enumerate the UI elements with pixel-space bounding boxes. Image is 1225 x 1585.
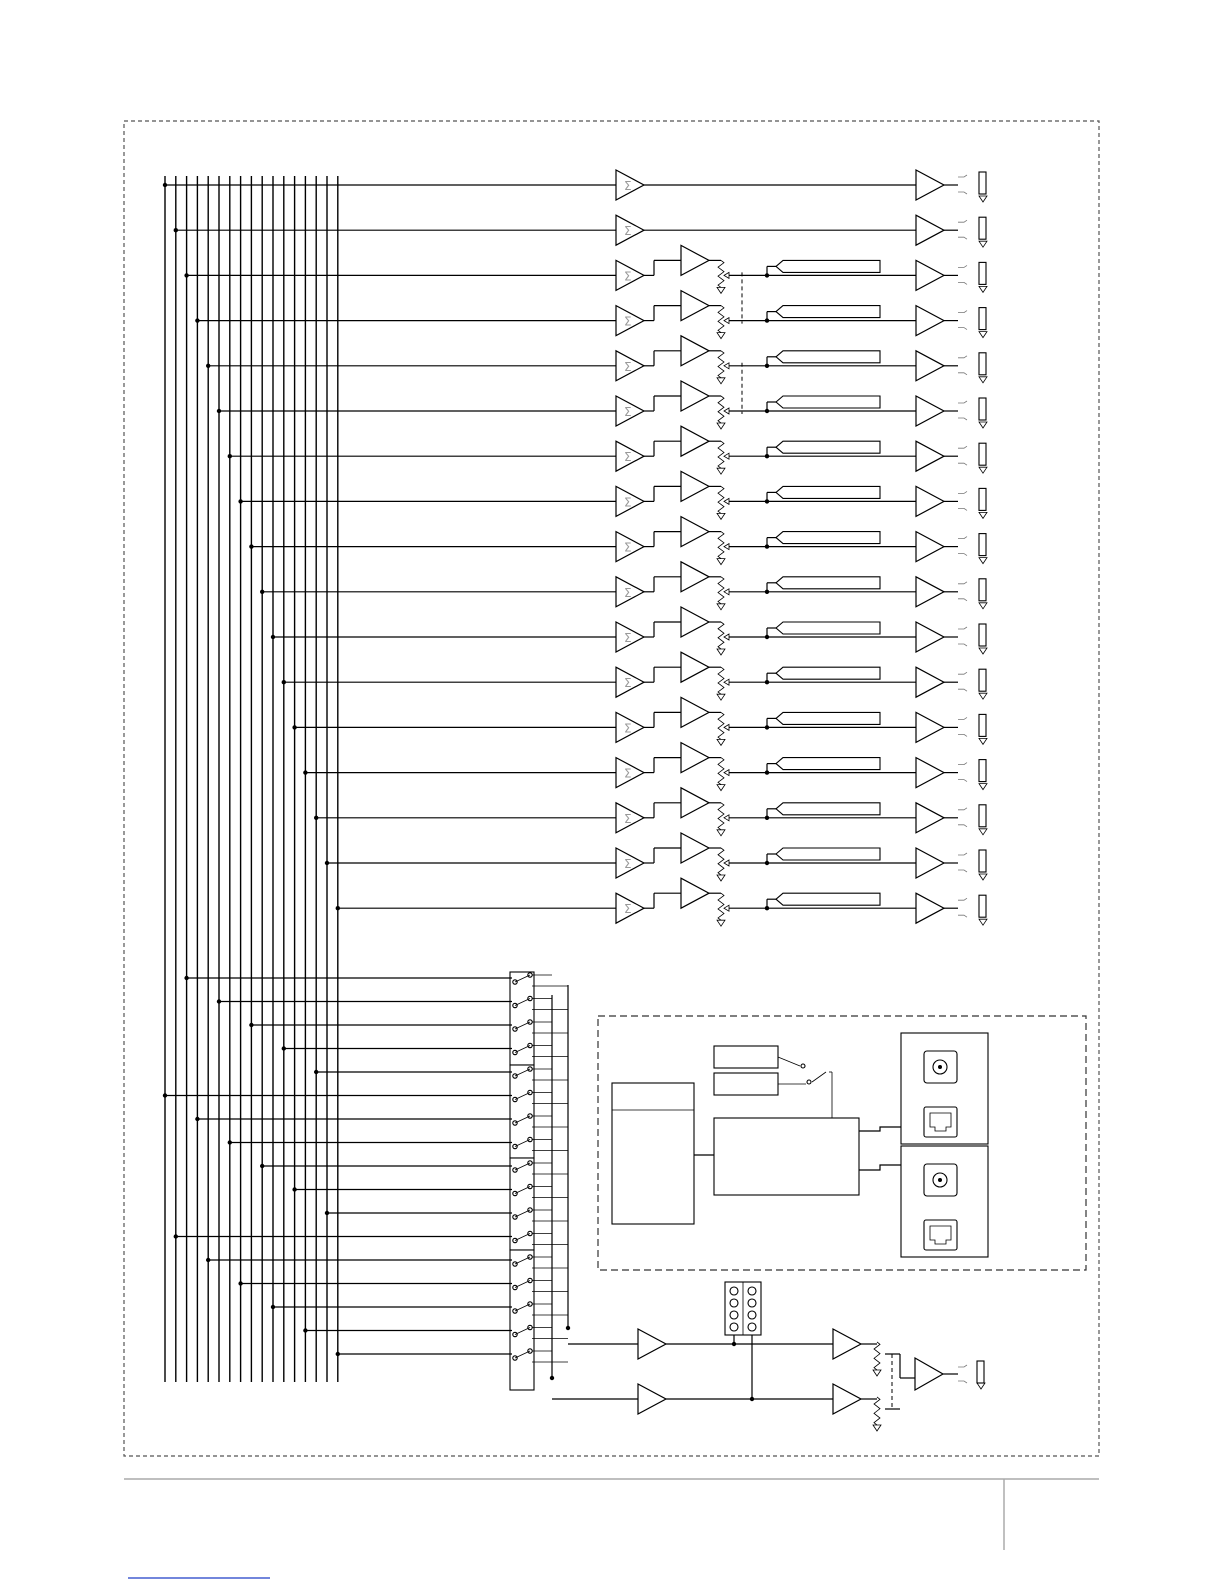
bus-tap-dot	[206, 364, 210, 368]
summing-symbol: Σ	[624, 857, 632, 871]
summing-symbol: Σ	[624, 631, 632, 645]
summing-symbol: Σ	[624, 585, 632, 600]
output-symbol	[958, 220, 967, 239]
ground-icon	[979, 603, 987, 609]
monitor-amp-a-icon	[638, 1329, 666, 1359]
bus-tap-dot	[174, 228, 178, 232]
gain-amp-icon	[681, 607, 709, 637]
gain-amp-icon	[681, 697, 709, 727]
bnc-pin-icon	[938, 1178, 942, 1182]
output-channel-group	[163, 170, 987, 926]
gain-amp-icon	[681, 562, 709, 592]
channel-label-tag	[776, 306, 880, 318]
potentiometer-icon	[874, 1397, 880, 1425]
output-driver-icon	[916, 215, 944, 245]
output-driver-icon	[916, 577, 944, 607]
potentiometer-icon	[718, 712, 724, 739]
output-driver-icon	[916, 758, 944, 788]
channel-label-tag	[776, 758, 880, 770]
source-select-b	[714, 1073, 778, 1095]
summing-symbol: Σ	[624, 224, 632, 239]
monitor-gain-a-icon	[833, 1329, 861, 1359]
bus-tap-dot	[184, 273, 188, 277]
gain-amp-icon	[681, 743, 709, 773]
ground-icon	[717, 513, 725, 519]
output-symbol	[958, 717, 967, 736]
ground-icon	[873, 1370, 881, 1376]
gain-amp-icon	[681, 381, 709, 411]
output-driver-icon	[916, 441, 944, 471]
output-jack-icon	[979, 669, 986, 691]
switch-contact-icon	[807, 1080, 811, 1084]
ground-icon	[717, 694, 725, 700]
connector-pin-icon	[730, 1311, 738, 1319]
monitor-mix-section	[552, 1282, 985, 1431]
ground-icon	[979, 693, 987, 699]
bus-tap-dot	[325, 861, 329, 865]
connector-pin-icon	[748, 1287, 756, 1295]
ground-icon	[979, 512, 987, 518]
ground-icon	[717, 875, 725, 881]
wire	[778, 1057, 800, 1066]
output-symbol	[958, 627, 967, 646]
junction-dot	[217, 999, 221, 1003]
bus-tap-dot	[282, 680, 286, 684]
ground-icon	[717, 559, 725, 565]
summing-symbol: Σ	[624, 450, 632, 465]
processor-block	[612, 1083, 694, 1224]
switch-matrix	[163, 972, 570, 1390]
output-symbol	[958, 401, 967, 420]
bus-tap-dot	[303, 770, 307, 774]
summing-symbol: Σ	[624, 766, 632, 781]
channel-label-tag	[776, 396, 880, 408]
junction-dot	[228, 1140, 232, 1144]
summing-symbol: Σ	[624, 405, 632, 419]
wiper-arrow-icon	[724, 318, 729, 324]
output-symbol	[958, 763, 967, 782]
output-jack-icon	[979, 805, 986, 827]
ground-icon	[717, 604, 725, 610]
connector-pin-icon	[730, 1299, 738, 1307]
output-driver-icon	[916, 712, 944, 742]
summing-symbol: Σ	[624, 902, 632, 917]
wiper-arrow-icon	[724, 860, 729, 866]
connector-pin-icon	[730, 1287, 738, 1295]
ground-icon	[717, 785, 725, 791]
output-symbol	[958, 265, 967, 284]
junction-dot	[292, 1187, 296, 1191]
switch-contact-icon	[801, 1064, 805, 1068]
output-jack-icon	[979, 579, 986, 601]
junction-dot	[550, 1376, 554, 1380]
summing-symbol: Σ	[624, 359, 632, 374]
potentiometer-icon	[718, 441, 724, 468]
ground-icon	[979, 738, 987, 744]
output-driver-icon	[916, 532, 944, 562]
switch-block	[510, 1250, 534, 1390]
junction-dot	[732, 1342, 736, 1346]
source-select-a	[714, 1046, 778, 1068]
gain-amp-icon	[681, 652, 709, 682]
channel-label-tag	[776, 667, 880, 679]
potentiometer-icon	[718, 351, 724, 378]
bus-tap-dot	[238, 499, 242, 503]
wiper-arrow-icon	[724, 363, 729, 369]
output-driver-icon	[916, 848, 944, 878]
output-symbol	[958, 175, 967, 194]
bus-tap-dot	[292, 725, 296, 729]
output-symbol	[958, 311, 967, 330]
output-jack-icon	[979, 488, 986, 510]
summing-symbol: Σ	[624, 495, 632, 510]
potentiometer-icon	[718, 577, 724, 604]
potentiometer-icon	[718, 396, 724, 423]
network-interface-block	[598, 1016, 1086, 1270]
junction-dot	[238, 1281, 242, 1285]
ground-icon	[979, 784, 987, 790]
channel-label-tag	[776, 893, 880, 905]
summing-symbol: Σ	[624, 721, 632, 736]
ground-icon	[979, 829, 987, 835]
ground-icon	[717, 333, 725, 339]
wiper-arrow-icon	[724, 408, 729, 414]
output-jack-icon	[979, 534, 986, 556]
output-symbol	[958, 446, 967, 465]
channel-label-tag	[776, 441, 880, 453]
junction-dot	[303, 1328, 307, 1332]
bus-tap-dot	[217, 409, 221, 413]
channel-label-tag	[776, 577, 880, 589]
input-bus-group	[165, 176, 338, 1382]
channel-label-tag	[776, 351, 880, 363]
potentiometer-icon	[718, 486, 724, 513]
ground-icon	[717, 649, 725, 655]
ground-icon	[979, 332, 987, 338]
output-symbol	[958, 808, 967, 827]
ground-icon	[979, 377, 987, 383]
bus-tap-dot	[314, 816, 318, 820]
channel-label-tag	[776, 848, 880, 860]
potentiometer-icon	[718, 893, 724, 920]
connector-pin-icon	[730, 1323, 738, 1331]
output-jack-icon	[979, 895, 986, 917]
junction-dot	[566, 1326, 570, 1330]
output-jack-icon	[979, 760, 986, 782]
output-driver-icon	[916, 622, 944, 652]
gain-amp-icon	[681, 833, 709, 863]
output-symbol	[958, 582, 967, 601]
gain-amp-icon	[681, 788, 709, 818]
channel-label-tag	[776, 486, 880, 498]
ground-icon	[717, 468, 725, 474]
output-jack-icon	[979, 353, 986, 375]
output-driver-icon	[916, 351, 944, 381]
bus-tap-dot	[163, 183, 167, 187]
ground-icon	[979, 422, 987, 428]
ground-icon	[717, 378, 725, 384]
potentiometer-icon	[718, 848, 724, 875]
junction-dot	[314, 1070, 318, 1074]
junction-dot	[282, 1046, 286, 1050]
junction-dot	[271, 1305, 275, 1309]
channel-label-tag	[776, 712, 880, 724]
connector-pin-icon	[748, 1299, 756, 1307]
wiper-arrow-icon	[724, 724, 729, 730]
output-jack-icon	[979, 308, 986, 330]
ground-icon	[979, 919, 987, 925]
connector-pin-icon	[748, 1311, 756, 1319]
junction-dot	[206, 1258, 210, 1262]
output-driver-icon	[916, 170, 944, 200]
output-jack-icon	[979, 850, 986, 872]
ground-icon	[717, 423, 725, 429]
port-link-a	[859, 1127, 901, 1131]
junction-dot	[336, 1352, 340, 1356]
output-jack-icon	[979, 217, 986, 239]
ground-icon	[979, 558, 987, 564]
gain-amp-icon	[681, 878, 709, 908]
junction-dot	[249, 1023, 253, 1027]
wiper-arrow-icon	[724, 272, 729, 278]
connector-pin-icon	[748, 1323, 756, 1331]
monitor-amp-b-icon	[638, 1384, 666, 1414]
output-jack-icon	[979, 714, 986, 736]
bnc-pin-icon	[938, 1065, 942, 1069]
output-driver-icon	[916, 893, 944, 923]
channel-label-tag	[776, 260, 880, 272]
wiper-arrow-icon	[724, 770, 729, 776]
junction-dot	[195, 1117, 199, 1121]
summing-symbol: Σ	[624, 676, 632, 691]
gain-amp-icon	[681, 471, 709, 501]
potentiometer-icon	[718, 306, 724, 333]
summing-symbol: Σ	[624, 811, 632, 826]
potentiometer-icon	[718, 622, 724, 649]
junction-dot	[163, 1093, 167, 1097]
bus-tap-dot	[228, 454, 232, 458]
gain-amp-icon	[681, 291, 709, 321]
ground-icon	[717, 830, 725, 836]
bus-tap-dot	[271, 635, 275, 639]
ground-icon	[979, 196, 987, 202]
gain-amp-icon	[681, 245, 709, 275]
ground-icon	[717, 739, 725, 745]
gain-amp-icon	[681, 426, 709, 456]
output-symbol	[958, 853, 967, 872]
wiper-arrow-icon	[724, 544, 729, 550]
headphone-amp-icon	[915, 1358, 943, 1390]
rj45-port	[924, 1107, 957, 1137]
potentiometer-icon	[718, 532, 724, 559]
output-jack-icon	[979, 172, 986, 194]
summing-symbol: Σ	[624, 269, 632, 284]
output-driver-icon	[916, 260, 944, 290]
potentiometer-icon	[718, 260, 724, 287]
output-symbol	[958, 356, 967, 375]
port-link-b	[859, 1165, 901, 1170]
ground-icon	[717, 287, 725, 293]
output-symbol	[958, 898, 967, 917]
bus-tap-dot	[249, 544, 253, 548]
junction-dot	[174, 1234, 178, 1238]
potentiometer-icon	[718, 758, 724, 785]
channel-label-tag	[776, 532, 880, 544]
rj45-port	[924, 1220, 957, 1250]
wiper-arrow-icon	[724, 634, 729, 640]
junction-dot	[750, 1397, 754, 1401]
output-symbol	[958, 672, 967, 691]
wiper-arrow-icon	[724, 453, 729, 459]
junction-dot	[260, 1164, 264, 1168]
bus-tap-dot	[336, 906, 340, 910]
summing-symbol: Σ	[624, 179, 632, 193]
ground-icon	[717, 920, 725, 926]
ground-icon	[979, 241, 987, 247]
output-driver-icon	[916, 803, 944, 833]
output-driver-icon	[916, 486, 944, 516]
wiper-arrow-icon	[724, 589, 729, 595]
output-jack-icon	[979, 262, 986, 284]
junction-dot	[184, 976, 188, 980]
potentiometer-icon	[874, 1342, 880, 1370]
potentiometer-icon	[718, 803, 724, 830]
wiper-arrow-icon	[724, 905, 729, 911]
channel-label-tag	[776, 803, 880, 815]
output-driver-icon	[916, 306, 944, 336]
output-jack-icon	[979, 624, 986, 646]
summing-symbol: Σ	[624, 314, 632, 329]
output-driver-icon	[916, 667, 944, 697]
ground-icon	[979, 467, 987, 473]
wiper-arrow-icon	[724, 498, 729, 504]
gain-amp-icon	[681, 336, 709, 366]
output-jack-icon	[979, 443, 986, 465]
output-driver-icon	[916, 396, 944, 426]
wiper-arrow-icon	[724, 815, 729, 821]
junction-dot	[325, 1211, 329, 1215]
output-symbol	[958, 491, 967, 510]
network-controller-block	[714, 1118, 859, 1195]
selector-lever	[812, 1072, 826, 1082]
bus-tap-dot	[260, 590, 264, 594]
output-symbol	[958, 537, 967, 556]
output-symbol	[958, 1365, 967, 1383]
ground-icon	[979, 874, 987, 880]
headphone-jack-icon	[977, 1361, 984, 1383]
summing-symbol: Σ	[624, 540, 632, 555]
ground-icon	[979, 286, 987, 292]
ground-icon	[979, 648, 987, 654]
ground-icon	[977, 1383, 985, 1389]
wiper-arrow-icon	[724, 679, 729, 685]
potentiometer-icon	[718, 667, 724, 694]
gain-amp-icon	[681, 517, 709, 547]
monitor-gain-b-icon	[833, 1384, 861, 1414]
bus-tap-dot	[195, 318, 199, 322]
ground-icon	[873, 1425, 881, 1431]
channel-label-tag	[776, 622, 880, 634]
output-jack-icon	[979, 398, 986, 420]
switch-block	[510, 1065, 534, 1158]
